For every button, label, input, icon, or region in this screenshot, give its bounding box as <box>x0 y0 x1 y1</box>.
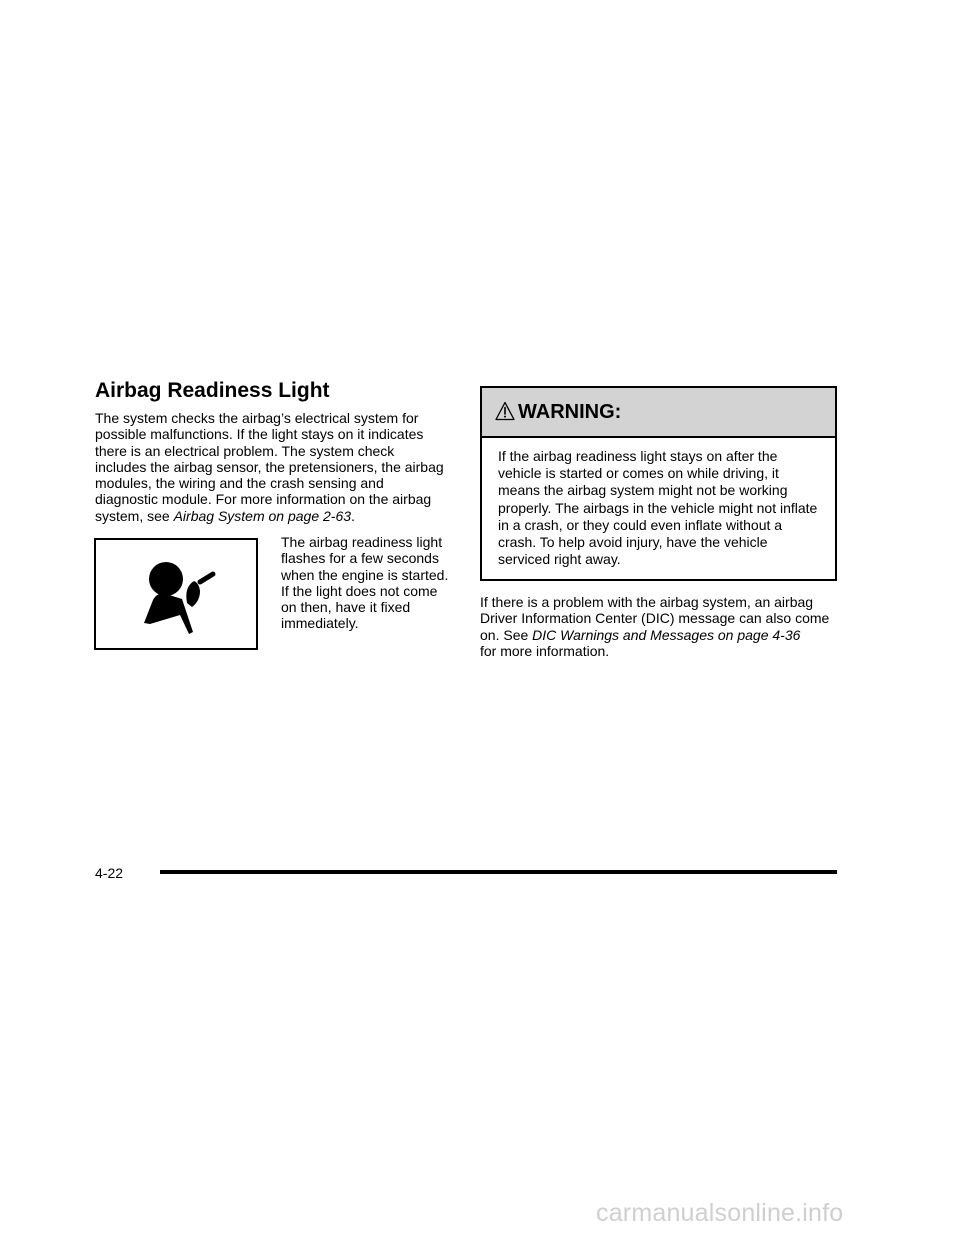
airbag-warning-icon <box>96 540 256 648</box>
page-number: 4-22 <box>95 865 124 881</box>
followup-text: If there is a problem with the airbag system, an airbag Driver Information Center (DIC) message can also come on. See <box>480 594 830 643</box>
intro-end: . <box>351 507 355 524</box>
followup-paragraph <box>480 594 850 659</box>
warning-box <box>480 386 837 581</box>
warning-title: WARNING: <box>518 401 622 423</box>
followup-end: for more information. <box>480 642 610 659</box>
warning-header <box>482 388 835 438</box>
section-title: Airbag Readiness Light <box>95 379 330 402</box>
caution-triangle-icon <box>495 401 515 421</box>
dic-warnings-link[interactable]: DIC Warnings and Messages on page 4-36 <box>532 626 801 643</box>
watermark: carmanualsonline.info <box>596 1199 844 1227</box>
intro-text: The system checks the airbag’s electrical system for possible malfunctions. If the light stays on it indicates there is an electrical problem. The system check includes the airbag sensor, the pretensioners, the airbag modules, the wiring and the crash sensing and diagnostic module. For more information on the airbag system, see <box>95 410 444 524</box>
airbag-system-link[interactable]: Airbag System on page 2-63 <box>173 507 352 524</box>
warning-body: If the airbag readiness light stays on after the vehicle is started or comes on while driving, it means the airbag system might not be working properly. The airbags in the vehicle might not inflate in a crash, or they could even inflate without a crash. To help avoid injury, have the vehicle serviced right away. <box>498 448 818 568</box>
airbag-indicator-frame <box>94 538 258 650</box>
intro-paragraph <box>95 410 445 524</box>
page-rule <box>160 870 837 874</box>
indicator-paragraph: The airbag readiness light flashes for a few seconds when the engine is started. If the light does not come on then, have it fixed immediately. <box>281 534 449 632</box>
